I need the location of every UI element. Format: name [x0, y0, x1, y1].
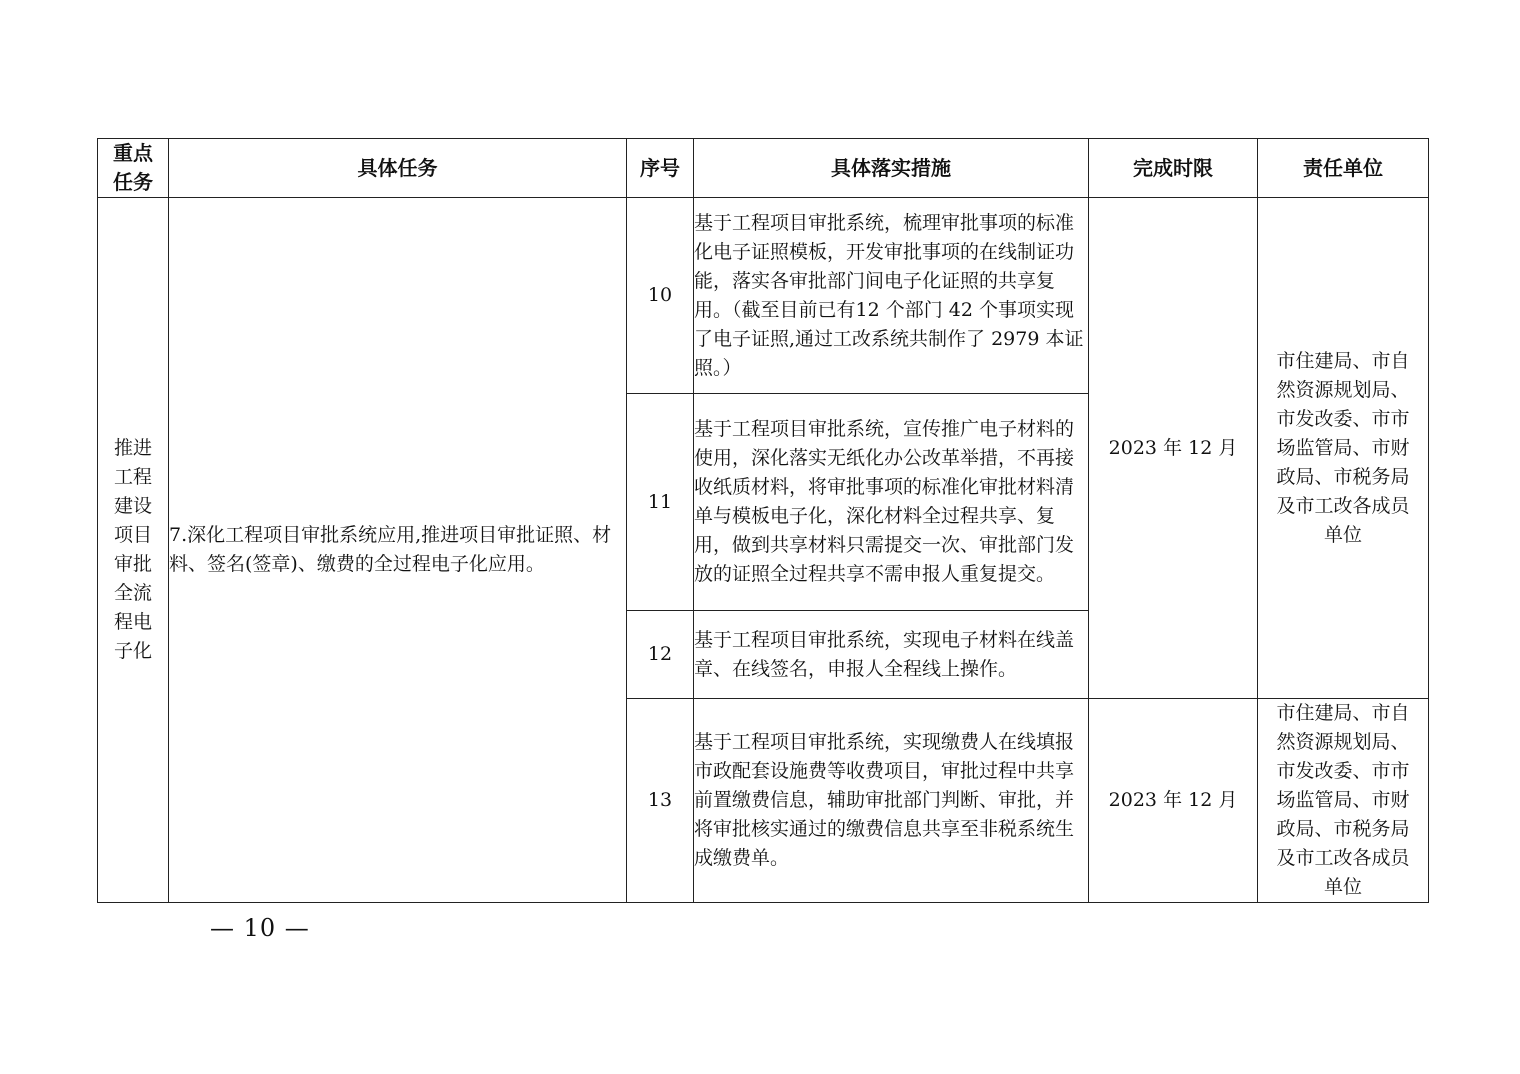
- specific-task-cell: 7.深化工程项目审批系统应用,推进项目审批证照、材料、签名(签章)、缴费的全过程电子化应用。: [169, 198, 627, 903]
- deadline-cell: 2023 年 12 月: [1089, 699, 1258, 903]
- header-specific-task: 具体任务: [169, 139, 627, 198]
- header-key-task: 重点任务: [98, 139, 169, 198]
- key-task-cell: 推进工程建设项目审批全流程电子化: [98, 198, 169, 903]
- header-number: 序号: [627, 139, 694, 198]
- header-deadline: 完成时限: [1089, 139, 1258, 198]
- measure-cell: 基于工程项目审批系统，实现电子材料在线盖章、在线签名，申报人全程线上操作。: [694, 611, 1089, 699]
- measure-cell: 基于工程项目审批系统，实现缴费人在线填报市政配套设施费等收费项目，审批过程中共享前置缴费信息，辅助审批部门判断、审批，并将审批核实通过的缴费信息共享至非税系统生成缴费单。: [694, 699, 1089, 903]
- page-number: — 10 —: [210, 914, 310, 942]
- deadline-cell: 2023 年 12 月: [1089, 198, 1258, 699]
- responsible-unit-cell: 市住建局、市自然资源规划局、市发改委、市市场监管局、市财政局、市税务局及市工改各成员单位: [1258, 198, 1429, 699]
- header-responsible-unit: 责任单位: [1258, 139, 1429, 198]
- row-number: 10: [627, 198, 694, 394]
- table-row: [98, 198, 1429, 394]
- row-number: 11: [627, 394, 694, 611]
- measure-cell: 基于工程项目审批系统，宣传推广电子材料的使用，深化落实无纸化办公改革举措，不再接收纸质材料，将审批事项的标准化审批材料清单与模板电子化，深化材料全过程共享、复用，做到共享材料只需提交一次、审批部门发放的证照全过程共享不需申报人重复提交。: [694, 394, 1089, 611]
- responsible-unit-cell: 市住建局、市自然资源规划局、市发改委、市市场监管局、市财政局、市税务局及市工改各成员单位: [1258, 699, 1429, 903]
- row-number: 12: [627, 611, 694, 699]
- task-table: [97, 138, 1429, 903]
- measure-cell: 基于工程项目审批系统，梳理审批事项的标准化电子证照模板，开发审批事项的在线制证功能，落实各审批部门间电子化证照的共享复用。（截至目前已有12 个部门 42 个事项实现了电子证照,通过工改系统共制作了 2979 本证照。）: [694, 198, 1089, 394]
- table-header-row: [98, 139, 1429, 198]
- row-number: 13: [627, 699, 694, 903]
- header-measure: 具体落实措施: [694, 139, 1089, 198]
